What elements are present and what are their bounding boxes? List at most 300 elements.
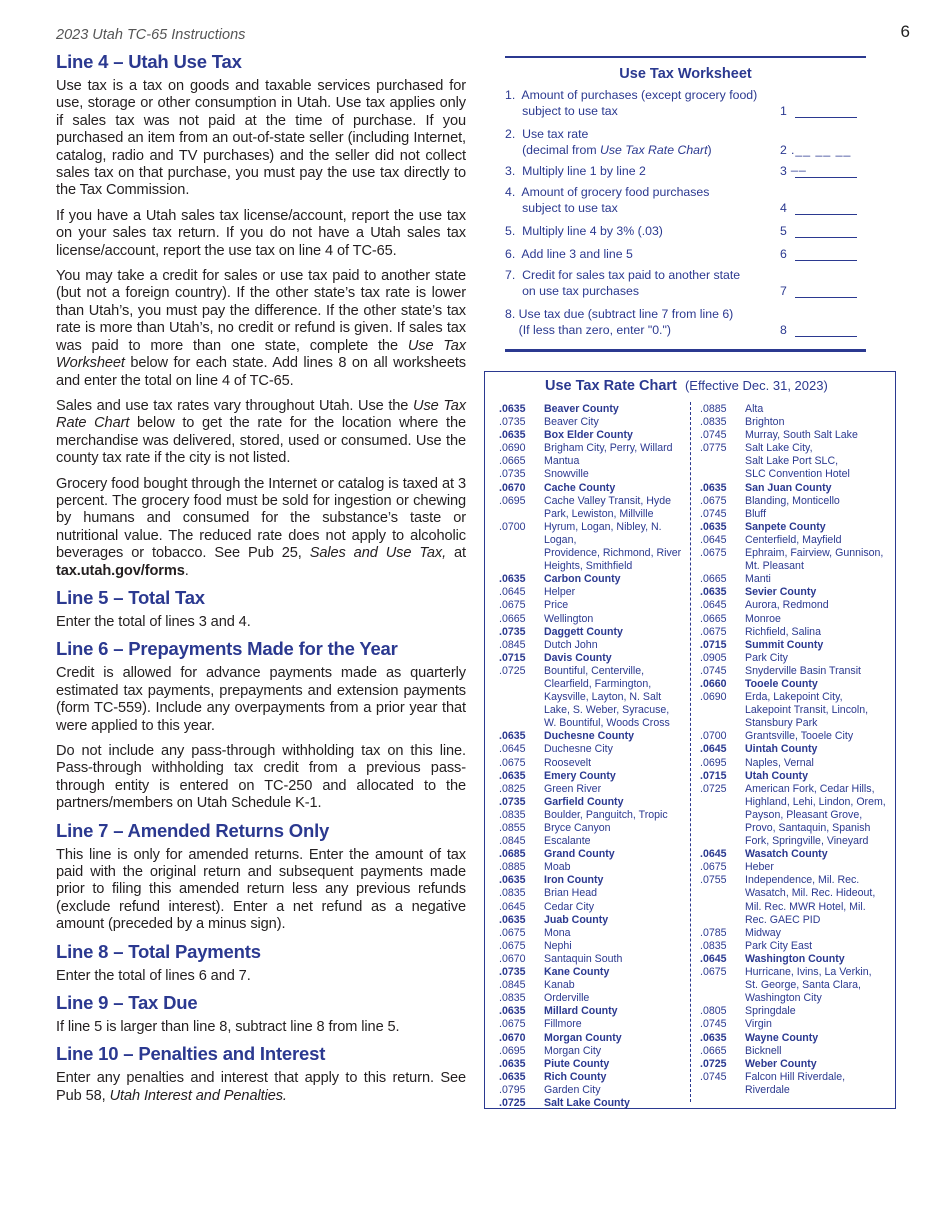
worksheet-row-label	[505, 185, 775, 216]
paragraph	[56, 614, 466, 631]
tax-rate: .0835	[499, 808, 526, 821]
location-name-line: Mt. Pleasant	[745, 560, 804, 573]
worksheet-label-line	[505, 201, 775, 217]
paragraph	[56, 268, 466, 390]
text-run: Use Tax Rate Chart	[599, 142, 708, 157]
location-name-line: Iron County	[544, 874, 604, 887]
text-run: Enter the total of lines 3 and 4.	[56, 613, 251, 630]
city-rate-row	[700, 429, 890, 442]
city-rate-row	[700, 613, 890, 626]
tax-rate: .0695	[499, 494, 526, 507]
tax-rate: .0715	[700, 769, 727, 782]
county-rate-row	[499, 796, 689, 809]
location-name-line: Cache County	[544, 481, 616, 494]
city-rate-row	[700, 940, 890, 953]
county-rate-row	[499, 1097, 689, 1110]
location-name-line: Tooele County	[745, 677, 818, 690]
rate-chart-column-1	[499, 403, 689, 1110]
location-name	[745, 757, 890, 770]
location-name-line: Mil. Rec. MWR Hotel, Mil.	[745, 900, 866, 913]
city-rate-row	[700, 1071, 890, 1097]
section-heading: Line 4 – Utah Use Tax	[56, 51, 242, 72]
county-rate-row	[499, 1032, 689, 1045]
worksheet-label-line	[505, 284, 775, 300]
location-name	[544, 468, 689, 481]
tax-rate: .0665	[700, 612, 727, 625]
tax-rate: .0670	[499, 952, 526, 965]
location-name-line: Salt Lake Port SLC,	[745, 455, 839, 468]
location-name-line: Snowville	[544, 468, 589, 481]
location-name	[745, 953, 890, 966]
worksheet-row-label	[505, 164, 775, 180]
worksheet-label-line	[505, 307, 775, 323]
location-name-line: Santaquin South	[544, 952, 623, 965]
location-name-line: Dutch John	[544, 638, 598, 651]
city-rate-row	[700, 691, 890, 730]
location-name	[544, 927, 689, 940]
county-rate-row	[700, 678, 890, 691]
location-name	[544, 416, 689, 429]
city-rate-row	[499, 992, 689, 1005]
location-name-line: Rich County	[544, 1070, 607, 1083]
city-rate-row	[499, 1045, 689, 1058]
tax-rate: .0825	[499, 782, 526, 795]
location-name-line: Beaver City	[544, 416, 599, 429]
location-name	[544, 743, 689, 756]
location-name	[745, 521, 890, 534]
city-rate-row	[499, 861, 689, 874]
text-run: Sales and Use Tax,	[309, 545, 447, 562]
location-name-line: Kane County	[544, 966, 610, 979]
location-name-line: Providence, Richmond, River	[544, 547, 682, 560]
worksheet-label-line	[505, 143, 775, 159]
location-name	[745, 966, 890, 1005]
text-run: Do not include any pass-through withholding tax on this line. Pass-through withholding tax credit from a previous pass-through entity is entered on TC-250 and allocated to the partners/members on Utah Schedule K-1.	[56, 743, 466, 812]
location-name-line: Park City East	[745, 939, 813, 952]
worksheet-entry-field	[795, 177, 857, 178]
county-rate-row	[700, 848, 890, 861]
location-name-line: Washington City	[745, 992, 822, 1005]
tax-rate: .0735	[499, 468, 526, 481]
location-name-line: Beaver County	[544, 403, 619, 415]
location-name-line: Cedar City	[544, 900, 595, 913]
text-run: tax.utah.gov/forms	[56, 562, 185, 579]
location-name	[745, 534, 890, 547]
location-name-line: Sevier County	[745, 586, 817, 599]
tax-rate: .0670	[499, 1031, 526, 1044]
section-heading: Line 10 – Penalties and Interest	[56, 1043, 326, 1065]
location-name-line: San Juan County	[745, 481, 832, 494]
location-name-line: Fork, Springville, Vineyard	[745, 835, 869, 848]
text-run: If line 5 is larger than line 8, subtract line 8 from line 5.	[56, 1019, 400, 1036]
location-name-line: Brian Head	[544, 887, 597, 900]
worksheet-line-number: 5	[780, 224, 787, 238]
location-name	[745, 403, 890, 416]
location-name	[544, 861, 689, 874]
location-name-line: Wasatch County	[745, 848, 828, 861]
county-rate-row	[499, 874, 689, 887]
worksheet-entry-field	[795, 260, 857, 261]
location-name-line: Utah County	[745, 769, 808, 782]
location-name-line: Rec. GAEC PID	[745, 913, 821, 926]
text-run: Grocery food bought through the Internet or catalog is taxed at 3 percent. The grocery food must be sold for ingestion or chewing by humans and consumed for the substance’s taste or nutritional value. The reduced rate does not apply to alcoholic beverages or tobacco. See Pub 25,	[56, 475, 466, 562]
city-rate-row	[499, 586, 689, 599]
text-run: If you have a Utah sales tax license/account, report the use tax on your sales tax return. If you do not have a Utah sales tax license/account, report the use tax on line 4 of TC-65.	[56, 207, 466, 259]
tax-rate: .0635	[499, 1005, 526, 1018]
text-run: Enter the total of lines 6 and 7.	[56, 967, 251, 984]
city-rate-row	[700, 1018, 890, 1031]
city-rate-row	[499, 468, 689, 481]
tax-rate: .0645	[499, 586, 526, 599]
city-rate-row	[499, 1018, 689, 1031]
location-name-line: Mantua	[544, 455, 580, 468]
location-name	[544, 495, 689, 521]
section-heading: Line 5 – Total Tax	[56, 586, 205, 608]
county-rate-row	[499, 730, 689, 743]
city-rate-row	[499, 979, 689, 992]
paragraph	[56, 665, 466, 735]
page-number: 6	[900, 22, 910, 41]
location-name	[544, 1058, 689, 1071]
location-name-line: Brigham City, Perry, Willard	[544, 442, 673, 455]
tax-rate: .0675	[700, 494, 727, 507]
county-rate-row	[499, 403, 689, 416]
location-name-line: Mona	[544, 926, 571, 939]
tax-rate: .0635	[499, 429, 526, 442]
location-name-line: Midway	[745, 926, 781, 939]
location-name-line: Garfield County	[544, 795, 624, 808]
location-name-line: Salt Lake City,	[745, 442, 813, 455]
county-rate-row	[700, 521, 890, 534]
city-rate-row	[499, 442, 689, 455]
city-rate-row	[700, 534, 890, 547]
tax-rate: .0725	[700, 1057, 727, 1070]
worksheet-label-line	[505, 127, 775, 143]
county-rate-row	[499, 482, 689, 495]
tax-rate: .0635	[700, 586, 727, 599]
city-rate-row	[700, 874, 890, 926]
worksheet-label-line	[505, 323, 775, 339]
location-name-line: Wellington	[544, 612, 594, 625]
city-rate-row	[499, 495, 689, 521]
county-rate-row	[499, 1005, 689, 1018]
location-name	[745, 586, 890, 599]
tax-rate: .0695	[700, 756, 727, 769]
location-name-line: Blanding, Monticello	[745, 494, 840, 507]
location-name	[544, 757, 689, 770]
location-name	[544, 1005, 689, 1018]
location-name-line: Weber County	[745, 1057, 817, 1070]
document-header: 2023 Utah TC-65 Instructions	[56, 27, 246, 43]
city-rate-row	[700, 547, 890, 573]
location-name-line: Nephi	[544, 939, 572, 952]
tax-rate: .0690	[700, 691, 727, 704]
location-name-line: Box Elder County	[544, 429, 633, 442]
location-name	[745, 626, 890, 639]
section-heading: Line 9 – Tax Due	[56, 992, 198, 1014]
text-run: Credit is allowed for advance payments made as quarterly estimated tax payments, prepayments and extension payments (form TC-559). Include any overpayments from a prior year that were applied to this year.	[56, 665, 466, 734]
location-name-line: Bicknell	[745, 1044, 782, 1057]
location-name-line: Duchesne City	[544, 743, 613, 756]
location-name-line: Helper	[544, 586, 576, 599]
location-name-line: Stansbury Park	[745, 717, 818, 730]
location-name	[745, 1005, 890, 1018]
location-name	[745, 678, 890, 691]
rate-chart-effective-date: (Effective Dec. 31, 2023)	[684, 378, 828, 393]
city-rate-row	[499, 927, 689, 940]
location-name-line: American Fork, Cedar Hills,	[745, 782, 875, 795]
section-heading: Line 7 – Amended Returns Only	[56, 819, 330, 841]
tax-rate: .0635	[499, 573, 526, 586]
location-name-line: Hyrum, Logan, Nibley, N. Logan,	[544, 520, 662, 546]
text-run: (If less than zero, enter "0.")	[505, 322, 671, 337]
location-name-line: Monroe	[745, 612, 781, 625]
tax-rate: .0675	[700, 625, 727, 638]
city-rate-row	[499, 901, 689, 914]
location-name	[745, 482, 890, 495]
location-name	[544, 626, 689, 639]
city-rate-row	[700, 665, 890, 678]
city-rate-row	[700, 573, 890, 586]
location-name	[745, 743, 890, 756]
location-name	[544, 1032, 689, 1045]
location-name-line: Roosevelt	[544, 756, 592, 769]
tax-rate: .0795	[499, 1083, 526, 1096]
location-name	[544, 914, 689, 927]
tax-rate: .0735	[499, 625, 526, 638]
location-name	[544, 521, 689, 573]
location-name	[745, 940, 890, 953]
section-heading: Line 8 – Total Payments	[56, 940, 261, 962]
tax-rate: .0885	[700, 403, 727, 415]
city-rate-row	[499, 835, 689, 848]
tax-rate: .0635	[499, 730, 526, 743]
worksheet-label-line	[505, 104, 775, 120]
tax-rate: .0845	[499, 835, 526, 848]
location-name-line: Morgan City	[544, 1044, 602, 1057]
city-rate-row	[499, 455, 689, 468]
city-rate-row	[499, 1084, 689, 1097]
text-run: Enter any penalties and interest that apply to this return. See Pub 58,	[56, 1070, 466, 1104]
county-rate-row	[499, 770, 689, 783]
location-name-line: Green River	[544, 782, 602, 795]
worksheet-entry-field	[795, 214, 857, 215]
location-name-line: Orderville	[544, 992, 590, 1005]
location-name	[745, 927, 890, 940]
worksheet-label-line	[505, 185, 775, 201]
worksheet-row-label	[505, 88, 775, 119]
location-name	[544, 442, 689, 455]
location-name	[544, 796, 689, 809]
location-name	[745, 599, 890, 612]
worksheet-label-line	[505, 88, 775, 104]
location-name-line: Daggett County	[544, 625, 623, 638]
section-heading: Line 6 – Prepayments Made for the Year	[56, 638, 398, 660]
location-name-line: Alta	[745, 403, 764, 415]
tax-rate: .0685	[499, 848, 526, 861]
location-name	[544, 966, 689, 979]
tax-rate: .0675	[700, 861, 727, 874]
location-name	[544, 1018, 689, 1031]
location-name	[544, 1084, 689, 1097]
tax-rate: .0735	[499, 416, 526, 429]
worksheet-line-number: 4	[780, 200, 787, 215]
tax-rate: .0635	[499, 1057, 526, 1070]
tax-rate: .0645	[700, 533, 727, 546]
tax-rate: .0695	[499, 1044, 526, 1057]
tax-rate: .0635	[499, 1070, 526, 1083]
location-name-line: Erda, Lakepoint City,	[745, 691, 843, 704]
tax-rate: .0745	[700, 1070, 727, 1083]
text-run: 7. Credit for sales tax paid to another state	[505, 268, 741, 282]
location-name-line: Independence, Mil. Rec.	[745, 874, 860, 887]
tax-rate: .0725	[499, 664, 526, 677]
location-name-line: Garden City	[544, 1083, 601, 1096]
tax-rate: .0670	[499, 481, 526, 494]
location-name-line: Emery County	[544, 769, 616, 782]
worksheet-entry-field	[795, 117, 857, 118]
location-name-line: Duchesne County	[544, 730, 635, 743]
location-name-line: Richfield, Salina	[745, 625, 821, 638]
tax-rate: .0675	[499, 599, 526, 612]
county-rate-row	[700, 639, 890, 652]
location-name-line: Boulder, Panguitch, Tropic	[544, 808, 668, 821]
city-rate-row	[499, 887, 689, 900]
city-rate-row	[700, 442, 890, 481]
city-rate-row	[499, 822, 689, 835]
worksheet-entry-field	[795, 237, 857, 238]
text-run: 5. Multiply line 4 by 3% (.03)	[505, 224, 663, 238]
location-name	[745, 652, 890, 665]
worksheet-line-number: 2	[780, 142, 787, 157]
city-rate-row	[700, 1045, 890, 1058]
tax-rate: .0715	[499, 651, 526, 664]
tax-rate: .0635	[499, 874, 526, 887]
location-name	[544, 455, 689, 468]
location-name-line: Price	[544, 599, 569, 612]
city-rate-row	[499, 809, 689, 822]
tax-rate: .0700	[700, 730, 727, 743]
location-name	[745, 639, 890, 652]
use-tax-worksheet	[505, 56, 866, 352]
location-name	[544, 979, 689, 992]
location-name-line: Moab	[544, 861, 571, 874]
tax-rate: .0635	[700, 1031, 727, 1044]
tax-rate: .0660	[700, 677, 727, 690]
county-rate-row	[700, 743, 890, 756]
location-name-line: Clearfield, Farmington,	[544, 677, 652, 690]
location-name	[745, 783, 890, 848]
location-name-line: Grand County	[544, 848, 615, 861]
location-name	[745, 1058, 890, 1071]
county-rate-row	[700, 770, 890, 783]
location-name-line: Payson, Pleasant Grove,	[745, 808, 863, 821]
city-rate-row	[700, 599, 890, 612]
county-rate-row	[700, 1058, 890, 1071]
tax-rate: .0735	[499, 966, 526, 979]
county-rate-row	[499, 914, 689, 927]
tax-rate: .0665	[499, 612, 526, 625]
location-name	[745, 573, 890, 586]
county-rate-row	[700, 1032, 890, 1045]
tax-rate: .0855	[499, 822, 526, 834]
location-name-line: Brighton	[745, 416, 785, 429]
tax-rate: .0725	[499, 1096, 526, 1109]
location-name-line: SLC Convention Hotel	[745, 468, 850, 481]
worksheet-label-line	[505, 247, 775, 263]
location-name-line: Wayne County	[745, 1031, 819, 1044]
location-name-line: Kaysville, Layton, N. Salt	[544, 691, 662, 704]
location-name-line: Grantsville, Tooele City	[745, 730, 854, 743]
location-name-line: Snyderville Basin Transit	[745, 664, 861, 677]
paragraph	[56, 78, 466, 200]
tax-rate: .0835	[700, 416, 727, 429]
city-rate-row	[700, 861, 890, 874]
city-rate-row	[700, 626, 890, 639]
text-run: Utah Interest and Penalties.	[109, 1087, 287, 1104]
tax-rate: .0745	[700, 664, 727, 677]
county-rate-row	[499, 1058, 689, 1071]
city-rate-row	[700, 508, 890, 521]
location-name-line: Escalante	[544, 835, 591, 848]
text-run: on use tax purchases	[505, 283, 639, 298]
tax-rate: .0675	[700, 547, 727, 560]
location-name-line: Juab County	[544, 913, 609, 926]
location-name	[745, 1045, 890, 1058]
location-name	[745, 1071, 890, 1097]
tax-rate: .0885	[499, 861, 526, 874]
location-name-line: Morgan County	[544, 1031, 622, 1044]
text-run: .	[184, 562, 189, 579]
location-name	[544, 1097, 689, 1110]
location-name-line: Heights, Smithfield	[544, 560, 633, 573]
tax-rate: .0645	[499, 743, 526, 756]
city-rate-row	[499, 743, 689, 756]
worksheet-title: Use Tax Worksheet	[619, 66, 752, 82]
location-name-line: Piute County	[544, 1057, 610, 1070]
tax-rate: .0745	[700, 1018, 727, 1031]
location-name	[544, 599, 689, 612]
location-name	[544, 639, 689, 652]
worksheet-label-line	[505, 164, 775, 180]
text-run: )	[707, 142, 712, 157]
worksheet-row-label	[505, 268, 775, 299]
tax-rate: .0645	[700, 743, 727, 756]
tax-rate: .0835	[499, 992, 526, 1005]
text-run: You may take a credit for sales or use tax paid to another state (but not a foreign country). If the other state’s tax rate is lower than Utah’s, you must pay the difference. If the other state’s tax rate is more than Utah’s, no credit or refund is given. If sales tax was paid to more than one state, complete the	[56, 268, 466, 354]
location-name-line: Falcon Hill Riverdale,	[745, 1070, 846, 1083]
location-name-line: Davis County	[544, 651, 612, 664]
text-run: This line is only for amended returns. Enter the amount of tax paid with the original return and subsequent payments made prior to filing this amended return less any previous refunds (exclude refund interest). Enter a net refund as a negative amount (preceded by a minus sign).	[56, 846, 466, 933]
column-divider	[690, 402, 691, 1102]
tax-rate: .0635	[700, 520, 727, 533]
worksheet-row-label	[505, 307, 775, 338]
rate-chart-column-2	[700, 403, 890, 1097]
location-name-line: Heber	[745, 861, 774, 874]
location-name-line: Summit County	[745, 638, 824, 651]
location-name-line: Uintah County	[745, 743, 818, 756]
location-name	[544, 613, 689, 626]
location-name-line: Cache Valley Transit, Hyde	[544, 494, 671, 507]
location-name-line: Lake, S. Weber, Syracuse,	[544, 704, 670, 717]
location-name	[544, 874, 689, 887]
worksheet-line-number: 8	[780, 322, 787, 337]
tax-rate: .0635	[499, 403, 526, 415]
location-name-line: W. Bountiful, Woods Cross	[544, 717, 670, 730]
paragraph	[56, 476, 466, 580]
worksheet-rate-entry-field: .__ __ __ __	[791, 142, 852, 172]
county-rate-row	[499, 1071, 689, 1084]
